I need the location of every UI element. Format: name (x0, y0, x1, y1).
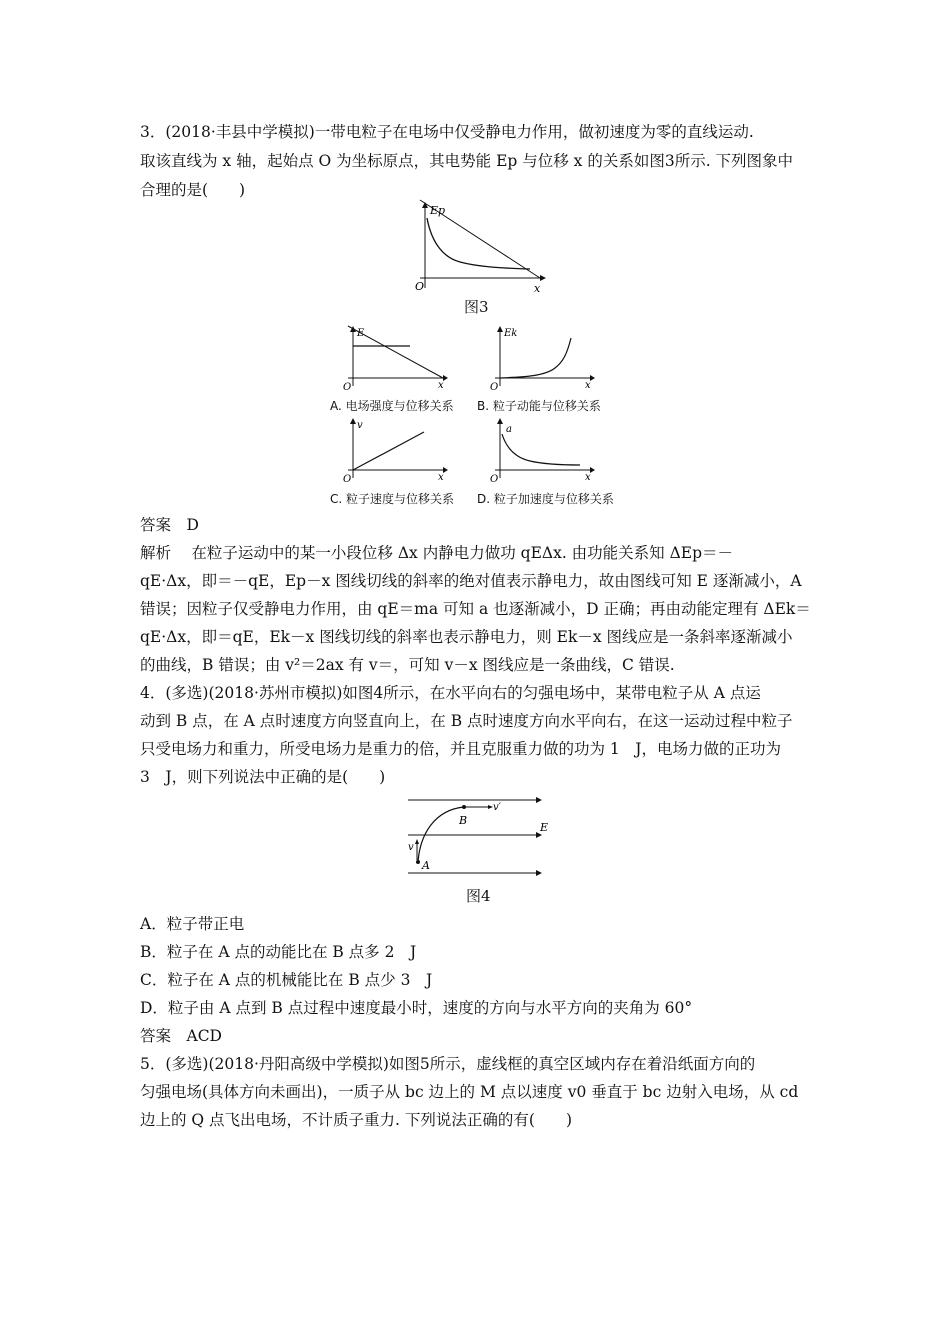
option-b-origin: O (490, 382, 499, 393)
option-d-caption: D. 粒子加速度与位移关系 (477, 492, 614, 506)
option-b-y-label: Ek (504, 328, 518, 339)
q4-choice-c: C．粒子在 A 点的机械能比在 B 点少 3 J (140, 971, 433, 989)
figure-4 (404, 790, 554, 880)
option-d-y-label: a (506, 424, 512, 435)
q3-analysis-2: qE·Δx，即＝－qE，Ep－x 图线切线的斜率的绝对值表示静电力，故由图线可知 E 逐渐减小，A (140, 572, 802, 590)
q5-line-1: 5．(多选)(2018·丹阳高级中学模拟)如图5所示，虚线框的真空区域内存在着沿纸面方向的 (140, 1055, 756, 1073)
fig4-b-label: B (459, 814, 468, 827)
q3-line-2: 取该直线为 x 轴，起始点 O 为坐标原点，其电势能 Ep 与位移 x 的关系如图3所示. 下列图象中 (140, 152, 794, 170)
q4-line-2: 动到 B 点，在 A 点时速度方向竖直向上，在 B 点时速度方向水平向右，在这一运动过程中粒子 (140, 712, 793, 730)
option-a-caption: A. 电场强度与位移关系 (330, 399, 454, 413)
fig4-e-label: E (540, 821, 549, 834)
option-a-graph (338, 326, 453, 396)
figure-3 (400, 200, 550, 295)
q5-line-3: 边上的 Q 点飞出电场，不计质子重力. 下列说法正确的有( ) (140, 1111, 573, 1129)
fig4-caption: 图4 (466, 887, 491, 905)
option-a-y-label: E (357, 328, 365, 339)
option-c-graph (338, 418, 453, 488)
option-d-origin: O (490, 474, 499, 485)
q3-line-1: 3．(2018·丰县中学模拟)一带电粒子在电场中仅受静电力作用，做初速度为零的直线运动. (140, 123, 754, 141)
q3-line-3: 合理的是( ) (140, 181, 246, 199)
q4-choice-b: B．粒子在 A 点的动能比在 B 点多 2 J (140, 943, 417, 961)
fig4-a-label: A (422, 859, 430, 872)
option-b-x-label: x (585, 380, 591, 391)
q4-answer: 答案 ACD (140, 1027, 222, 1045)
q3-analysis-1: 解析 在粒子运动中的某一小段位移 Δx 内静电力做功 qEΔx. 由功能关系知 ΔEp＝－ (140, 544, 734, 562)
q4-line-4: 3 J，则下列说法中正确的是( ) (140, 768, 386, 786)
option-c-caption: C. 粒子速度与位移关系 (330, 492, 455, 506)
option-c-origin: O (343, 474, 352, 485)
fig3-x-label: x (534, 282, 541, 295)
q3-analysis-4: qE·Δx，即＝qE，Ek－x 图线切线的斜率也表示静电力，则 Ek－x 图线应是一条斜率逐渐减小 (140, 628, 793, 646)
q5-line-2: 匀强电场(具体方向未画出)，一质子从 bc 边上的 M 点以速度 v0 垂直于 bc 边射入电场，从 cd (140, 1083, 799, 1101)
option-a-origin: O (343, 382, 352, 393)
option-c-x-label: x (438, 472, 444, 483)
q4-choice-a: A．粒子带正电 (140, 915, 245, 933)
q4-choice-d: D．粒子由 A 点到 B 点过程中速度最小时，速度的方向与水平方向的夹角为 60° (140, 999, 693, 1017)
q3-analysis-5: 的曲线，B 错误；由 v²＝2ax 有 v＝，可知 v－x 图线应是一条曲线，C 错误. (140, 656, 675, 674)
q3-answer: 答案 D (140, 516, 199, 534)
q3-analysis-3: 错误；因粒子仅受静电力作用，由 qE＝ma 可知 a 也逐渐减小，D 正确；再由动能定理有 ΔEk＝ (140, 600, 811, 618)
option-d-graph (485, 418, 600, 488)
option-d-x-label: x (585, 472, 591, 483)
fig3-y-label: Ep (430, 204, 446, 217)
q4-line-1: 4．(多选)(2018·苏州市模拟)如图4所示，在水平向右的匀强电场中，某带电粒子从 A 点运 (140, 684, 761, 702)
fig3-caption: 图3 (464, 298, 489, 316)
option-c-y-label: v (357, 420, 363, 431)
fig4-v-label: v (408, 842, 414, 853)
fig4-v-prime-label: v′ (493, 802, 501, 813)
option-b-graph (485, 326, 600, 396)
option-b-caption: B. 粒子动能与位移关系 (477, 399, 601, 413)
fig3-origin-label: O (415, 280, 425, 293)
q4-line-3: 只受电场力和重力，所受电场力是重力的倍，并且克服重力做的功为 1 J，电场力做的正功为 (140, 740, 782, 758)
option-a-x-label: x (438, 380, 444, 391)
